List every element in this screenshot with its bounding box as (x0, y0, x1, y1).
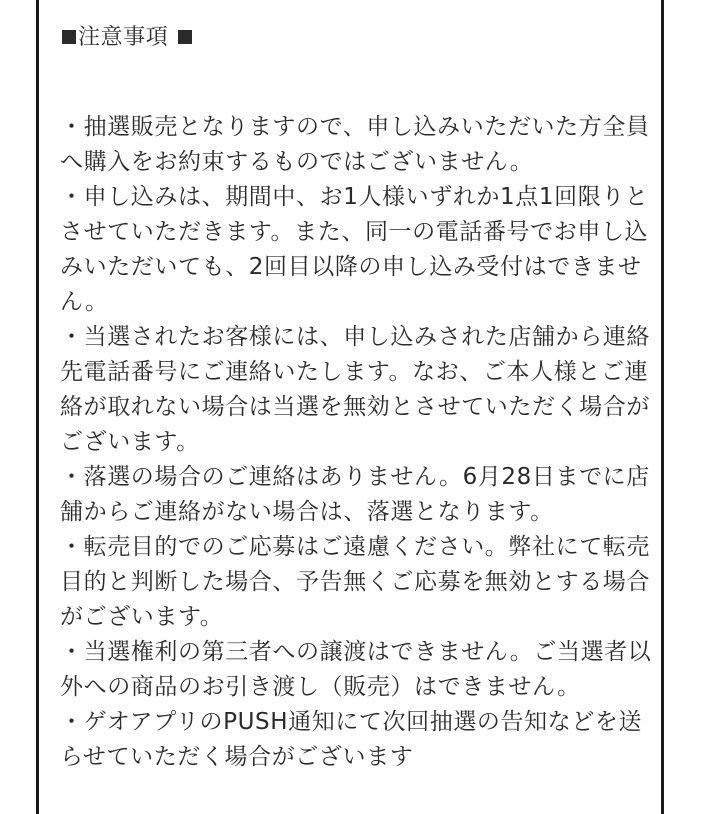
notice-item-resale: ・転売目的でのご応募はご遠慮ください。弊社にて転売目的と判断した場合、予告無くご応募を無効とする場合がございます。 (60, 534, 650, 630)
notice-item-transfer: ・当選権利の第三者への譲渡はできません。ご当選者以外への商品のお引き渡し（販売）はできません。 (60, 639, 652, 700)
spacer (60, 53, 660, 110)
notice-box (36, 0, 664, 814)
black-square-icon (62, 30, 76, 44)
notice-heading-text: 注意事項 (78, 25, 169, 50)
notice-item-winner-contact: ・当選されたお客様には、申し込みされた店舗から連絡先電話番号にご連絡いたします。なお、ご本人様とご連絡が取れない場合は当選を無効とさせていただく場合がございます。 (60, 324, 650, 455)
notice-heading (60, 23, 660, 53)
black-square-icon (178, 30, 192, 44)
notice-item-push: ・ゲオアプリのPUSH通知にて次回抽選の告知などを送らせていただく場合がございます (60, 709, 643, 770)
notice-item-lottery: ・抽選販売となりますので、申し込みいただいた方全員へ購入をお約束するものではございません。 (60, 114, 650, 175)
notice-content (60, 23, 660, 775)
notice-item-no-notification: ・落選の場合のご連絡はありません。6月28日までに店舗からご連絡がない場合は、落選となります。 (60, 464, 650, 525)
notice-item-one-entry: ・申し込みは、期間中、お1人様いずれか1点1回限りとさせていただきます。また、同一の電話番号でお申し込みいただいても、2回目以降の申し込み受付はできません。 (60, 184, 649, 315)
